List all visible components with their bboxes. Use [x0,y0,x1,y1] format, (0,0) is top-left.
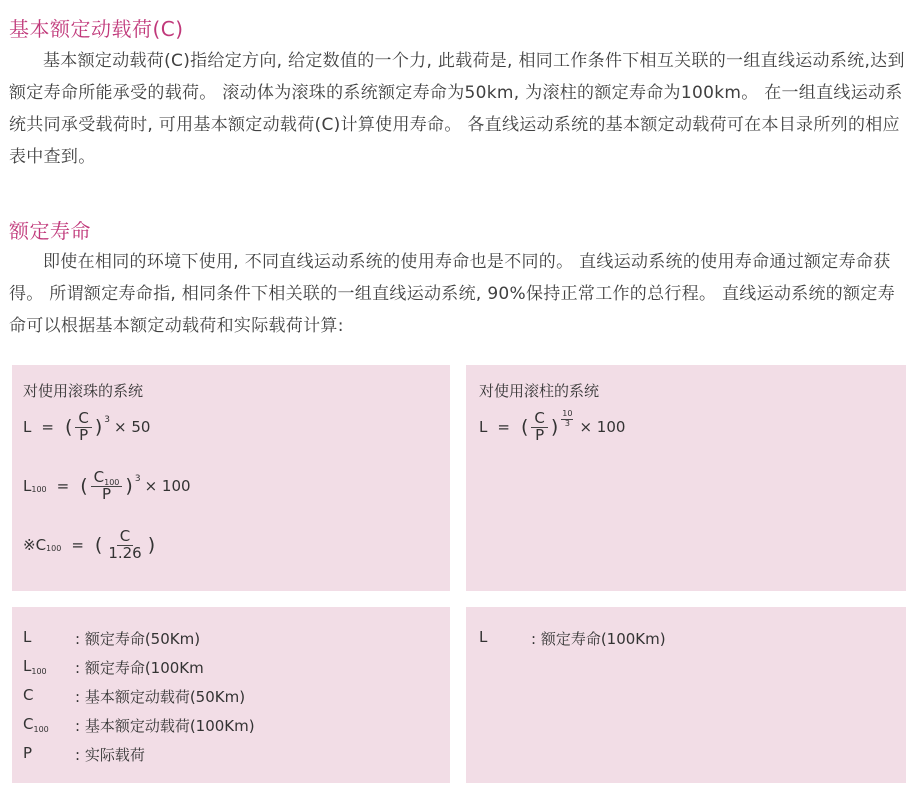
multiplier: × 100 [579,418,626,437]
roller-box-title: 对使用滚柱的系统 [479,382,600,400]
numerator-subscript: 100 [104,478,120,487]
ball-box-title: 对使用滚珠的系统 [23,382,144,400]
roller-definitions-box [466,607,906,783]
formula-lhs-subscript: 100 [31,484,47,494]
multiplier: × 50 [114,418,151,437]
c100-conversion-formula [23,529,156,562]
section-title-basic-dynamic-load: 基本额定动载荷(C) [9,17,184,41]
paren-close: ) [147,534,156,557]
fraction [105,529,144,562]
definition-description: : 实际载荷 [75,746,145,764]
formula-equals: = [41,418,54,437]
numerator: C [75,411,91,428]
denominator: 1.26 [108,543,142,562]
fraction [75,411,91,444]
paragraph: 即使在相同的环境下使用, 不同直线运动系统的使用寿命也是不同的。 直线运动系统的使用寿命通过额定寿命获得。 所谓额定寿命指, 相同条件下相关联的一组直线运动系统, 90%保持正常工作的总行程。 直线运动系统的额定寿命可以根据基本额定动载荷和实际载荷计算: [9,252,896,336]
exponent: 3 [104,415,110,426]
formula-lhs: ※C [23,536,47,555]
definition-description: : 额定寿命(100Km) [531,630,666,648]
denominator: P [102,484,112,503]
definition-symbol-subscript: 100 [31,667,47,676]
numerator-main: C [93,468,105,486]
fraction [91,470,123,503]
definition-symbol: $C_{100}$ [23,715,49,734]
fraction [531,411,547,444]
definition-symbol: P [23,744,33,762]
formula-lhs-subscript: 100 [46,543,62,553]
multiplier: × 100 [144,477,191,496]
paren-open: ( [94,534,103,557]
numerator: C [531,411,547,428]
fractional-exponent [561,410,573,428]
paren-open: ( [64,416,73,439]
ball-life-formula [23,411,150,444]
definition-row [23,628,200,649]
numerator [91,470,123,487]
formula-lhs: L [23,477,32,496]
definition-row [23,657,204,678]
definition-symbol: L [23,628,32,646]
ball-life-100-formula [23,470,191,503]
definition-symbol: $L_{100}$ [23,657,47,676]
formula-lhs: L [23,418,32,437]
ball-definitions-box [12,607,450,783]
denominator: P [535,425,545,444]
section-title-rated-life: 额定寿命 [9,219,91,243]
ball-formula-box [12,365,450,591]
definition-description: : 额定寿命(100Km [75,659,204,677]
formula-lhs: L [479,418,488,437]
definition-description: : 基本额定动载荷(100Km) [75,717,255,735]
formula-equals: = [56,477,70,496]
formula-equals: = [71,536,84,555]
section-body-rated-life [9,246,909,342]
definition-symbol-subscript: 100 [33,725,49,734]
section-body-basic-dynamic-load [9,45,909,173]
definition-description: : 额定寿命(50Km) [75,630,201,648]
paren-open: ( [80,475,88,498]
paren-close: ) [94,416,103,439]
definition-symbol: L [479,628,488,646]
definition-row [479,628,666,649]
roller-life-formula [479,411,625,444]
roller-formula-box [466,365,906,591]
definition-row [23,715,255,736]
definition-description: : 基本额定动载荷(50Km) [75,688,246,706]
paren-close: ) [125,475,133,498]
definition-symbol: C [23,686,34,704]
paragraph: 基本额定动载荷(C)指给定方向, 给定数值的一个力, 此载荷是, 相同工作条件下相互关联的一组直线运动系统,达到额定寿命所能承受的载荷。 滚动体为滚珠的系统额定寿命为50km, 为滚柱的额定寿命为100km。 在一组直线运动系统共同承受载荷时, 可用基本额定动载荷(C)计算使用寿命。 各直线运动系统的基本额定动载荷可在本目录所列的相应表中查到。 [9,51,905,167]
denominator: P [79,425,89,444]
numerator: C [117,529,133,546]
paren-open: ( [520,416,529,439]
formula-equals: = [497,418,510,437]
exponent: 3 [134,474,141,485]
definition-row [23,686,245,707]
definition-row [23,744,145,765]
exponent-numerator: 10 [562,409,573,419]
exponent-denominator: 3 [564,418,570,428]
paren-close: ) [550,416,559,439]
